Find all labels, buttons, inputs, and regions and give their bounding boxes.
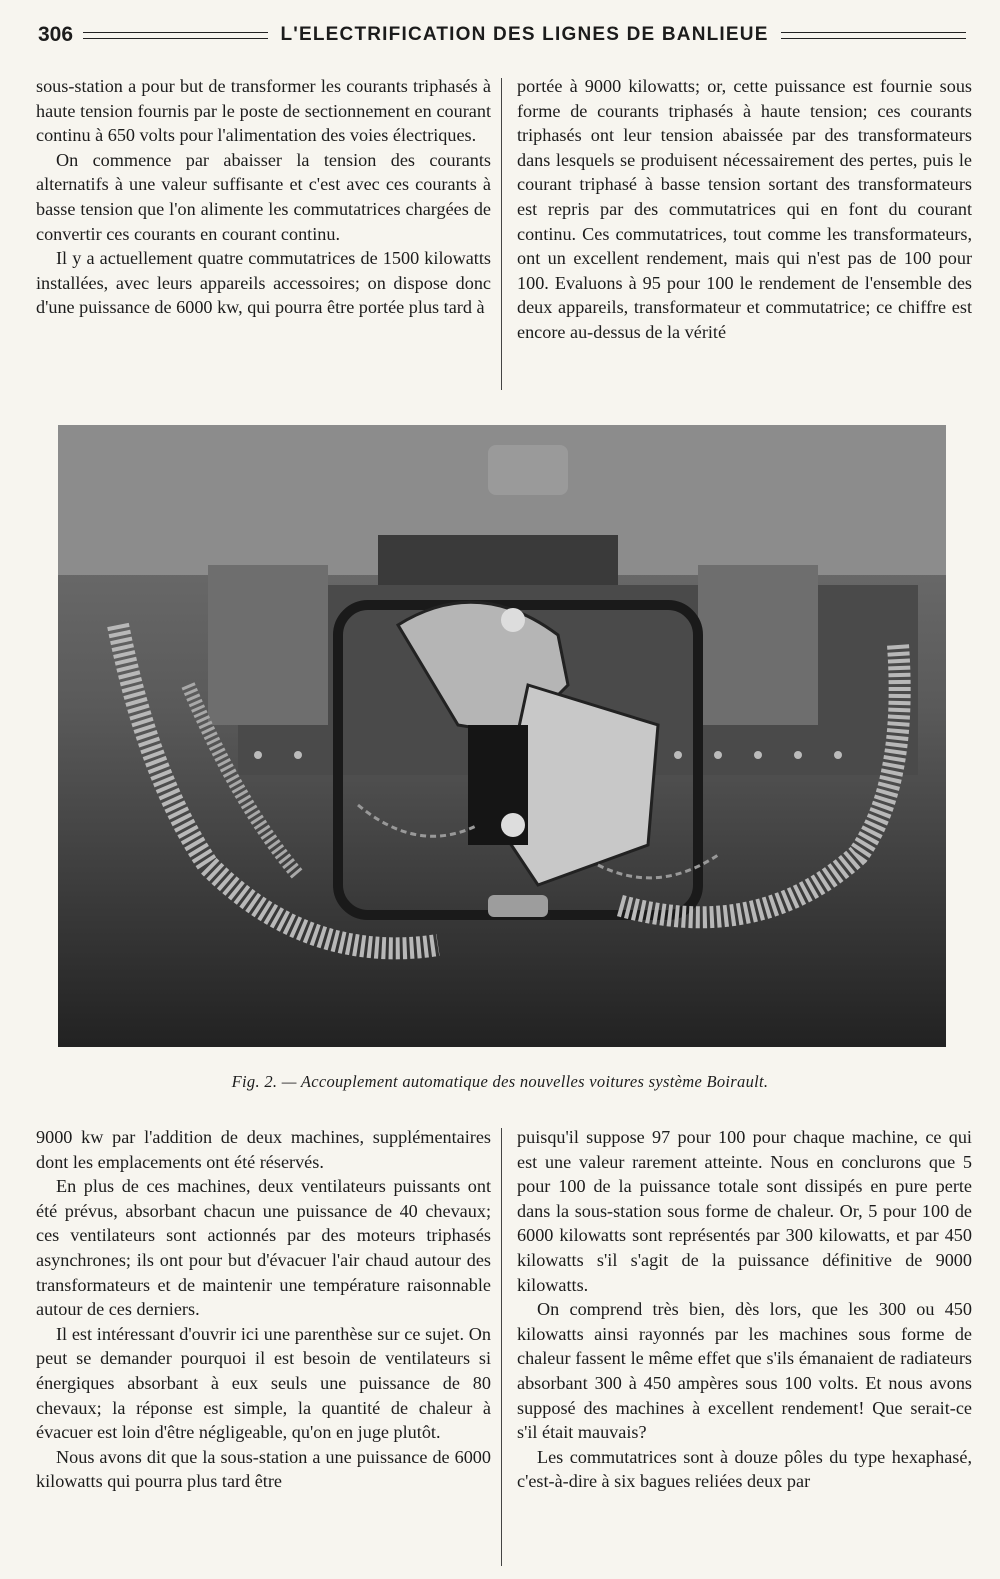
text-column-bottom-left xyxy=(36,1125,491,1570)
paragraph: Il y a actuellement quatre commutatrices de 1500 kilowatts installées, avec leurs appareils accessoires; on dispose donc d'une puissance de 6000 kw, qui pourra être portée plus tard à xyxy=(36,248,491,318)
figure-photo xyxy=(58,425,946,1047)
page-number: 306 xyxy=(38,23,74,46)
header-rule-left xyxy=(83,32,268,39)
running-title: L'ELECTRIFICATION DES LIGNES DE BANLIEUE xyxy=(280,24,769,45)
header-rule-right xyxy=(781,32,966,39)
column-divider xyxy=(501,78,502,390)
coupler-photo-illustration xyxy=(58,425,946,1047)
column-divider xyxy=(501,1128,502,1566)
paragraph: Les commutatrices sont à douze pôles du type hexaphasé, c'est-à-dire à six bagues reliées deux par xyxy=(517,1446,972,1492)
text-column-bottom-right xyxy=(517,1125,972,1570)
paragraph: En plus de ces machines, deux ventilateurs puissants ont été prévus, absorbant chacun une puissance de 40 chevaux; ces ventilateurs sont actionnés par des moteurs triphasés asynchrones; ils ont pour but d'évacuer l'air chaud autour des transformateurs et de maintenir une température raisonnable autour de ces derniers. xyxy=(36,1176,491,1320)
paragraph: Nous avons dit que la sous-station a une puissance de 6000 kilowatts qui pourra plus tard être xyxy=(36,1446,491,1492)
figure-caption: Fig. 2. — Accouplement automatique des nouvelles voitures système Boirault. xyxy=(231,1072,769,1091)
paragraph: portée à 9000 kilowatts; or, cette puissance est fournie sous forme de courants triphasés à haute tension; ces courants triphasés ont leur tension abaissée par des transformateurs dans lesquels se produisent nécessairement des pertes, puis le courant triphasé à basse tension sortant des transformateurs est repris par des commutatrices qui en font du courant continu. Ces commutatrices, tout comme les transformateurs, ont un excellent rendement, mais qui n'est pas de 100 pour 100. Evaluons à 95 pour 100 le rendement de l'ensemble des deux appareils, transformateur et commutatrice; ce chiffre est encore au-dessus de la vérité xyxy=(517,76,972,342)
text-column-top-right xyxy=(517,74,972,394)
paragraph: On commence par abaisser la tension des courants alternatifs à une valeur suffisante et c'est avec ces courants à basse tension que l'on alimente les commutatrices chargées de convertir ces courants en courant continu. xyxy=(36,149,491,244)
paragraph: puisqu'il suppose 97 pour 100 pour chaque machine, ce qui est une valeur rarement atteinte. Nous en conclurons que 5 pour 100 de la puissance totale sont dissipés en pure perte dans la sous-station sous forme de chaleur. Or, 5 pour 100 de 6000 kilowatts sont représentés par 300 kilowatts, et par 450 kilowatts s'il s'agit de la puissance définitive de 9000 kilowatts. xyxy=(517,1127,972,1295)
paragraph: Il est intéressant d'ouvrir ici une parenthèse sur ce sujet. On peut se demander pourquoi il est besoin de ventilateurs si énergiques absorbant à eux seuls une puissance de 80 chevaux; la réponse est simple, la quantité de chaleur à évacuer est loin d'être négligeable, qu'on en juge plutôt. xyxy=(36,1323,491,1443)
text-column-top-left xyxy=(36,74,491,394)
paragraph: 9000 kw par l'addition de deux machines, supplémentaires dont les emplacements ont été réservés. xyxy=(36,1127,491,1172)
paragraph: sous-station a pour but de transformer les courants triphasés à haute tension fournis par le poste de sectionnement en courant continu à 650 volts pour l'alimentation des voies électriques. xyxy=(36,76,491,146)
running-header xyxy=(38,18,966,52)
paragraph: On comprend très bien, dès lors, que les 300 ou 450 kilowatts ainsi rayonnés par les machines sous forme de chaleur fassent le même effet que s'ils émanaient de radiateurs absorbant 300 à 450 ampères sous 100 volts. Et nous avons supposé des machines à excellent rendement! Que serait-ce s'il était mauvais? xyxy=(517,1299,972,1443)
